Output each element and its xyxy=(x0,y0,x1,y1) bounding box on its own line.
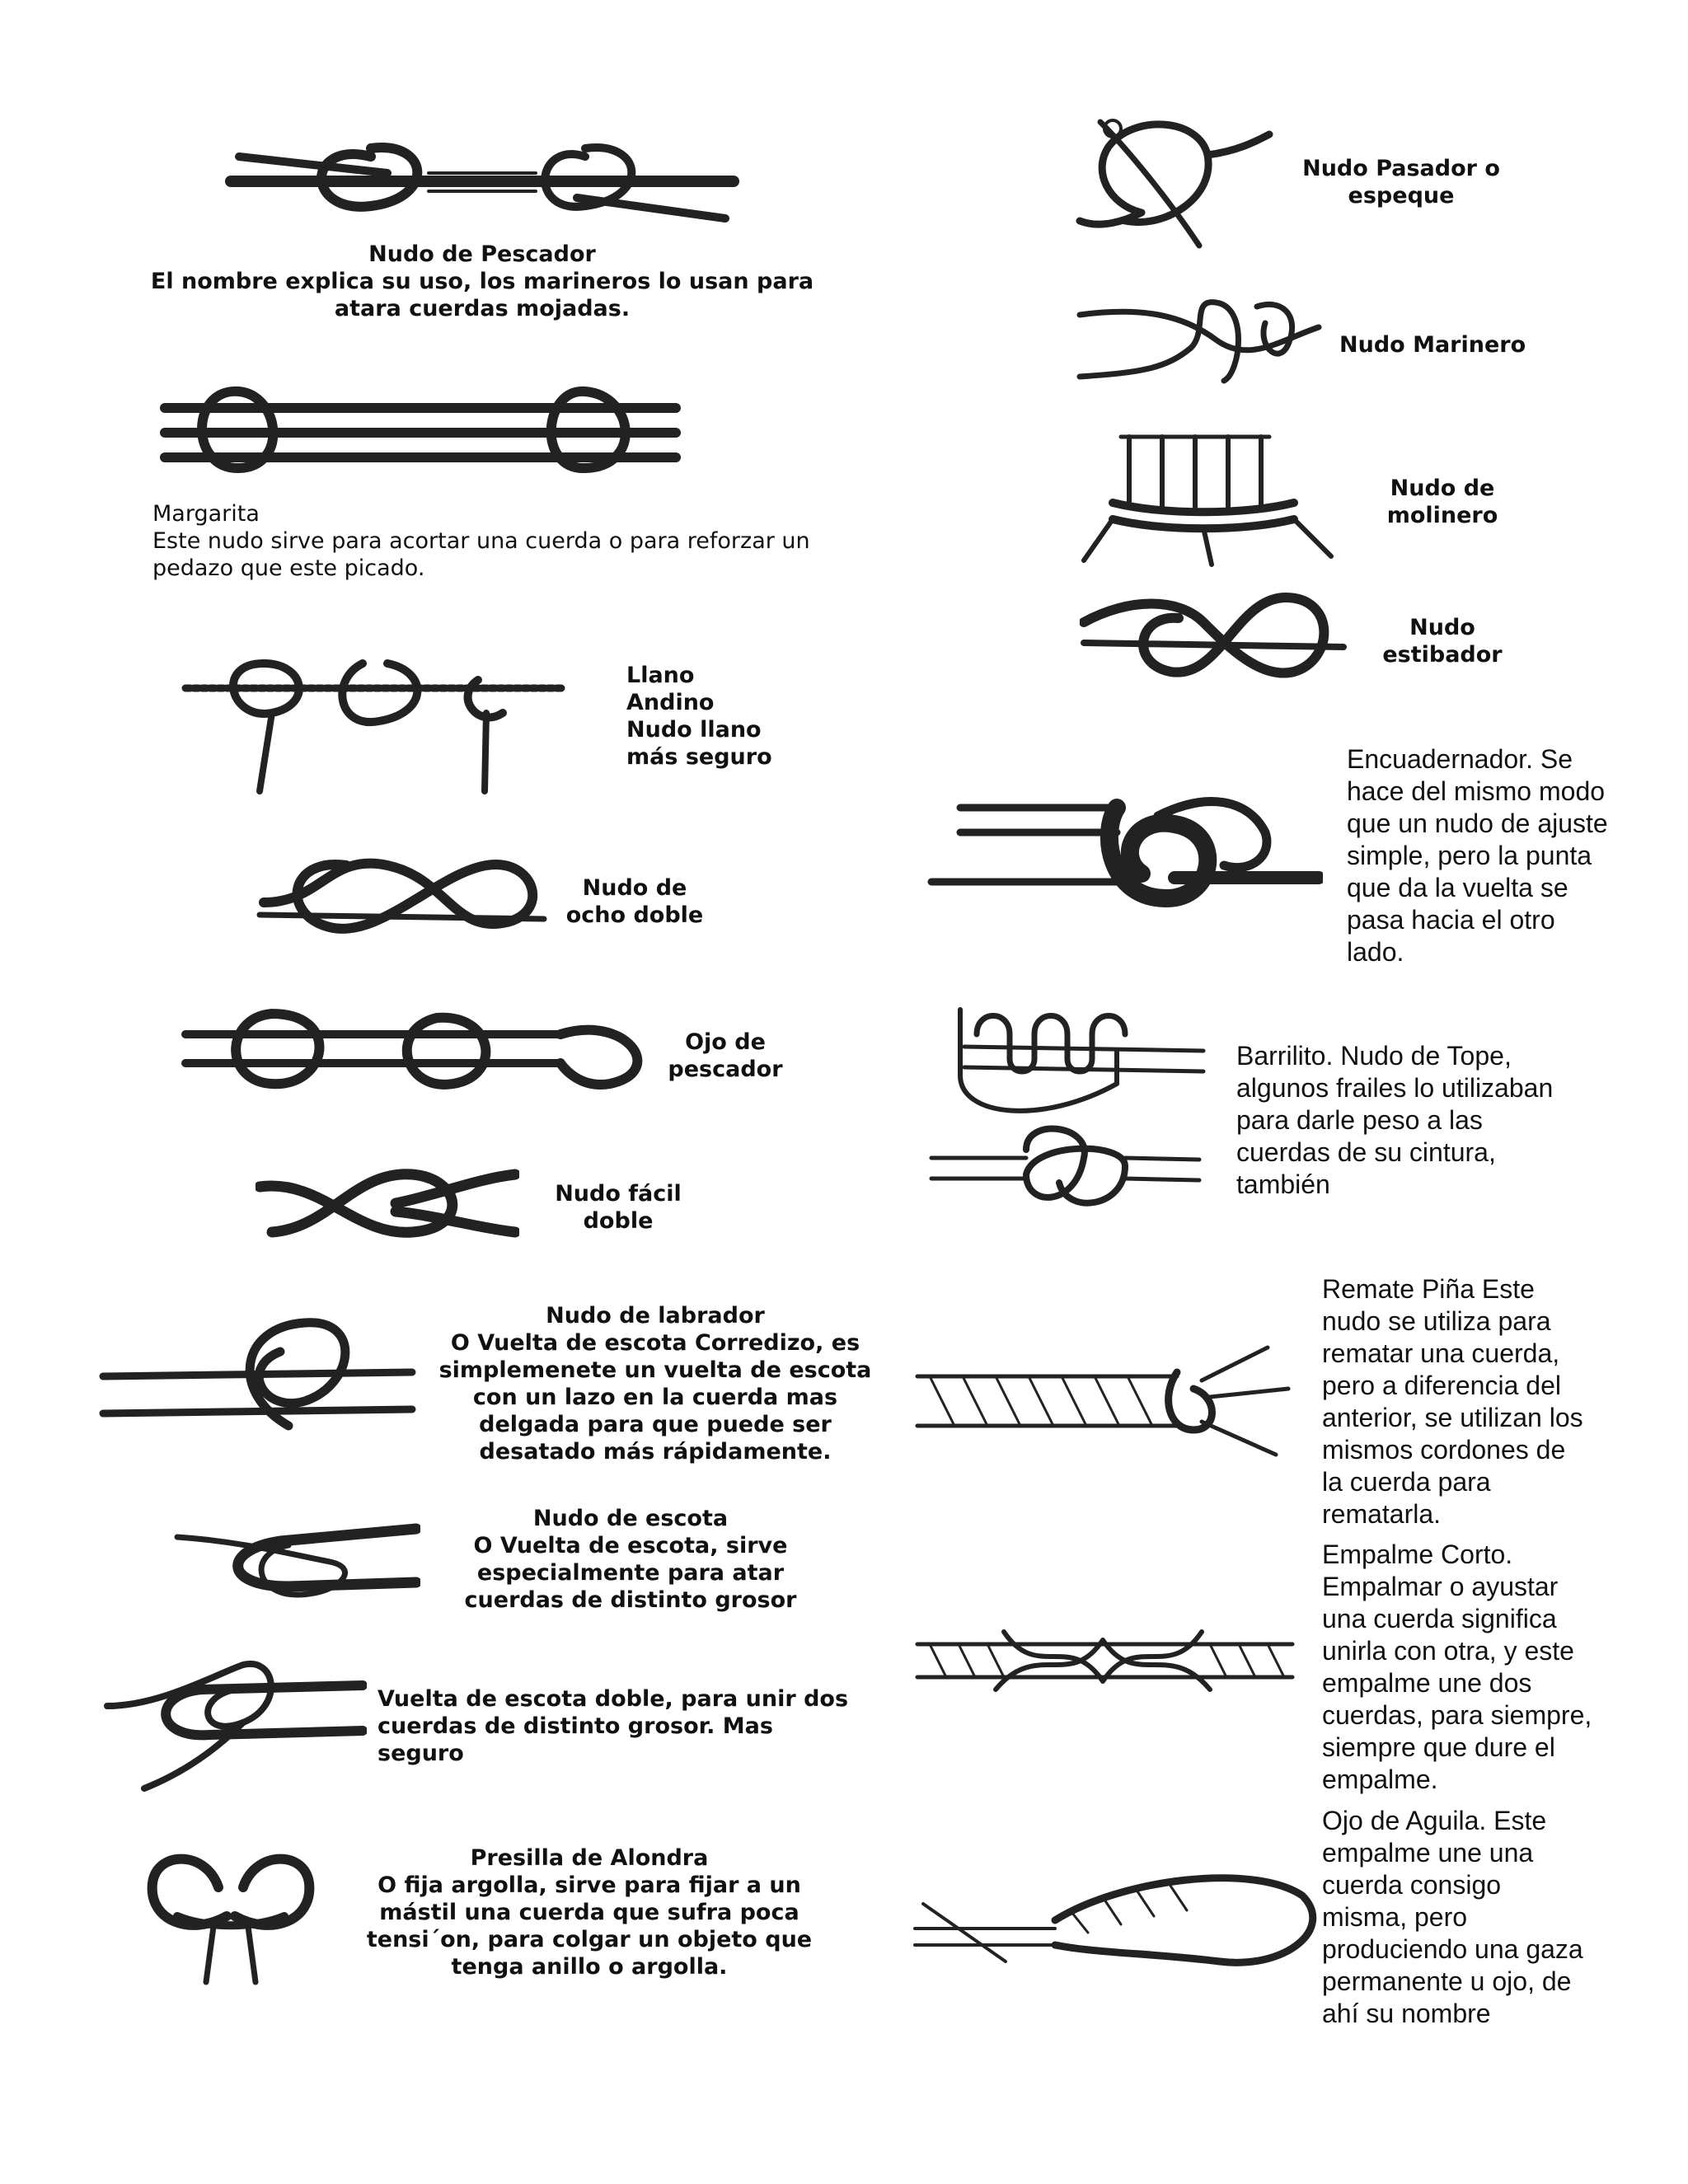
molinero-knot-illustration xyxy=(1080,429,1335,569)
pescador-desc-line-2: atara cuerdas mojadas. xyxy=(334,296,631,321)
marinero-line-1: Nudo Marinero xyxy=(1339,332,1526,358)
empalme-corto-knot-illustration xyxy=(913,1615,1301,1706)
ojo-pescador-caption xyxy=(651,1029,799,1083)
pina-line-4: pero a diferencia del xyxy=(1322,1371,1561,1400)
empalme-corto-line-5: empalme une dos xyxy=(1322,1668,1532,1698)
molinero-line-1: Nudo de xyxy=(1390,476,1495,501)
encuadernador-knot-illustration xyxy=(927,783,1323,919)
estibador-knot-illustration xyxy=(1080,581,1352,692)
barrilito-line-3: para darle peso a las xyxy=(1236,1105,1483,1135)
barrilito-line-5: también xyxy=(1236,1169,1330,1199)
empalme-corto-line-8: empalme. xyxy=(1322,1765,1438,1794)
estibador-line-1: Nudo xyxy=(1409,615,1475,640)
escota-doble-line-2: cuerdas de distinto grosor. Mas xyxy=(377,1713,773,1739)
pescador-caption xyxy=(140,241,824,322)
alondra-line-3: mástil una cuerda que sufra poca xyxy=(379,1900,799,1925)
encuadernador-line-1: Encuadernador. Se xyxy=(1347,744,1573,774)
encuadernador-line-4: simple, pero la punta xyxy=(1347,841,1592,870)
pina-line-6: mismos cordones de xyxy=(1322,1435,1566,1465)
ocho-doble-line-2: ocho doble xyxy=(565,902,704,928)
llano-knot-illustration xyxy=(181,647,569,799)
escota-line-4: cuerdas de distinto grosor xyxy=(464,1587,797,1613)
marinero-knot-illustration xyxy=(1076,290,1323,387)
pasador-line-1: Nudo Pasador o xyxy=(1302,156,1500,181)
empalme-corto-line-1: Empalme Corto. xyxy=(1322,1540,1513,1569)
pina-line-7: la cuerda para xyxy=(1322,1467,1491,1497)
barrilito-line-1: Barrilito. Nudo de Tope, xyxy=(1236,1041,1512,1071)
pina-line-2: nudo se utiliza para xyxy=(1322,1306,1551,1336)
ojo-aguila-knot-illustration xyxy=(907,1854,1319,1978)
alondra-knot-illustration xyxy=(140,1838,321,1986)
pina-line-5: anterior, se utilizan los xyxy=(1322,1403,1583,1432)
facil-doble-line-1: Nudo fácil xyxy=(555,1181,682,1207)
llano-caption xyxy=(626,662,832,771)
ojo-aguila-caption xyxy=(1322,1805,1685,2030)
ocho-doble-knot-illustration xyxy=(256,841,552,948)
barrilito-line-4: cuerdas de su cintura, xyxy=(1236,1137,1496,1167)
barrilito-knot-illustration xyxy=(927,1001,1216,1232)
empalme-corto-line-4: unirla con otra, y este xyxy=(1322,1636,1574,1666)
encuadernador-line-3: que un nudo de ajuste xyxy=(1347,808,1608,838)
margarita-desc-line-2: pedazo que este picado. xyxy=(152,555,425,581)
ojo-aguila-line-4: misma, pero xyxy=(1322,1902,1468,1932)
pina-line-8: rematarla. xyxy=(1322,1499,1442,1529)
escota-line-3: especialmente para atar xyxy=(476,1560,785,1586)
alondra-line-2: O fija argolla, sirve para fijar a un xyxy=(377,1872,801,1898)
encuadernador-line-7: lado. xyxy=(1347,937,1404,967)
facil-doble-caption xyxy=(528,1180,709,1235)
marinero-caption xyxy=(1339,331,1554,359)
escota-doble-knot-illustration xyxy=(103,1648,367,1797)
escota-line-2: O Vuelta de escota, sirve xyxy=(473,1533,788,1558)
escota-line-1: Nudo de escota xyxy=(532,1506,729,1531)
pasador-knot-illustration xyxy=(1076,105,1273,254)
barrilito-line-2: algunos frailes lo utilizaban xyxy=(1236,1073,1554,1103)
pasador-line-2: espeque xyxy=(1348,183,1455,209)
pescador-title: Nudo de Pescador xyxy=(368,241,596,267)
llano-line-1: Llano xyxy=(626,663,695,688)
escota-doble-line-1: Vuelta de escota doble, para unir dos xyxy=(377,1686,849,1712)
ojo-aguila-line-5: produciendo una gaza xyxy=(1322,1934,1583,1964)
ojo-aguila-line-6: permanente u ojo, de xyxy=(1322,1966,1572,1996)
alondra-line-5: tenga anillo o argolla. xyxy=(451,1954,728,1980)
empalme-corto-caption xyxy=(1322,1539,1685,1796)
empalme-corto-line-6: cuerdas, para siempre, xyxy=(1322,1700,1592,1730)
empalme-corto-line-2: Empalmar o ayustar xyxy=(1322,1572,1559,1601)
ojo-aguila-line-3: cuerda consigo xyxy=(1322,1870,1502,1900)
empalme-corto-line-3: una cuerda significa xyxy=(1322,1604,1557,1633)
estibador-line-2: estibador xyxy=(1382,642,1503,668)
labrador-caption xyxy=(437,1302,874,1465)
labrador-line-5: delgada para que puede ser xyxy=(479,1412,832,1437)
encuadernador-line-6: pasa hacia el otro xyxy=(1347,905,1555,935)
margarita-desc-line-1: Este nudo sirve para acortar una cuerda o para reforzar un xyxy=(152,528,810,554)
margarita-title: Margarita xyxy=(152,501,260,527)
ojo-pescador-line-2: pescador xyxy=(668,1057,783,1082)
ojo-pescador-line-1: Ojo de xyxy=(685,1029,766,1055)
llano-line-4: más seguro xyxy=(626,744,772,770)
labrador-line-2: O Vuelta de escota Corredizo, es xyxy=(450,1330,860,1356)
barrilito-caption xyxy=(1236,1040,1648,1201)
alondra-line-1: Presilla de Alondra xyxy=(470,1845,709,1871)
ojo-aguila-line-7: ahí su nombre xyxy=(1322,1999,1491,2028)
ojo-aguila-line-1: Ojo de Aguila. Este xyxy=(1322,1806,1547,1835)
pina-knot-illustration xyxy=(913,1339,1292,1463)
ocho-doble-line-1: Nudo de xyxy=(582,875,687,901)
pasador-caption xyxy=(1286,155,1517,209)
encuadernador-caption xyxy=(1347,743,1676,968)
escota-caption xyxy=(445,1505,816,1614)
pescador-desc-line-1: El nombre explica su uso, los marineros lo usan para xyxy=(150,269,814,294)
alondra-line-4: tensi´on, para colgar un objeto que xyxy=(366,1927,813,1952)
labrador-line-6: desatado más rápidamente. xyxy=(479,1439,832,1465)
encuadernador-line-5: que da la vuelta se xyxy=(1347,873,1568,902)
labrador-line-3: simplemenete un vuelta de escota xyxy=(438,1357,872,1383)
ocho-doble-caption xyxy=(552,874,717,929)
pina-caption xyxy=(1322,1273,1685,1530)
encuadernador-line-2: hace del mismo modo xyxy=(1347,776,1606,806)
pina-line-3: rematar una cuerda, xyxy=(1322,1338,1560,1368)
labrador-line-1: Nudo de labrador xyxy=(546,1303,765,1329)
alondra-caption xyxy=(363,1844,816,1980)
pina-line-1: Remate Piña Este xyxy=(1322,1274,1535,1304)
molinero-caption xyxy=(1352,475,1533,529)
estibador-caption xyxy=(1352,614,1533,668)
empalme-corto-line-7: siempre que dure el xyxy=(1322,1732,1555,1762)
ojo-aguila-line-2: empalme une una xyxy=(1322,1838,1534,1868)
escota-doble-caption xyxy=(377,1685,889,1767)
molinero-line-2: molinero xyxy=(1386,503,1498,528)
llano-line-3: Nudo llano xyxy=(626,717,762,743)
escota-knot-illustration xyxy=(173,1504,420,1607)
pescador-knot-illustration xyxy=(223,124,742,239)
ojo-pescador-knot-illustration xyxy=(181,997,659,1100)
facil-doble-knot-illustration xyxy=(256,1154,519,1253)
escota-doble-line-3: seguro xyxy=(377,1741,464,1766)
facil-doble-line-2: doble xyxy=(583,1208,654,1234)
margarita-caption xyxy=(152,500,837,582)
labrador-knot-illustration xyxy=(99,1310,420,1434)
margarita-knot-illustration xyxy=(157,371,684,486)
labrador-line-4: con un lazo en la cuerda mas xyxy=(472,1385,838,1410)
llano-line-2: Andino xyxy=(626,690,715,715)
